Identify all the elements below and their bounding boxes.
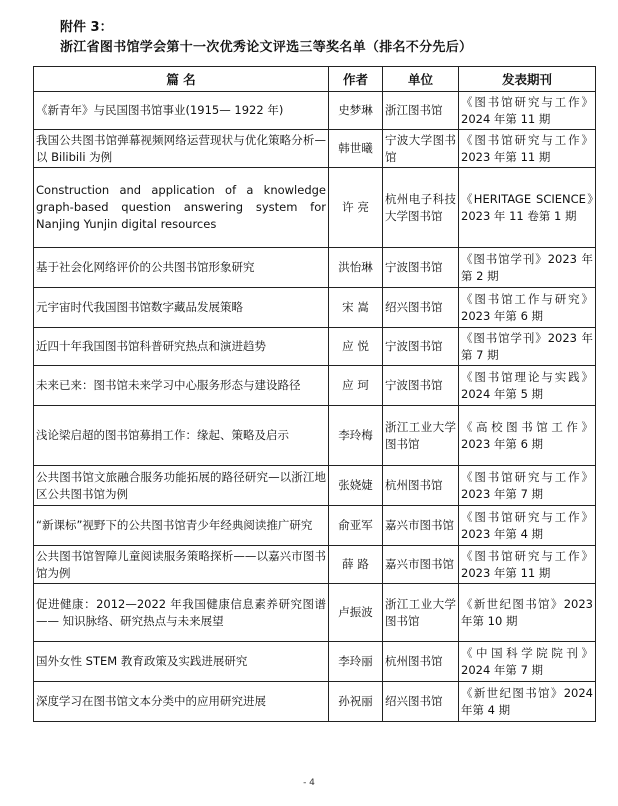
author-unit: 浙江工业大学图书馆 xyxy=(383,406,459,466)
table-row xyxy=(34,506,596,546)
paper-author: 许 亮 xyxy=(329,168,383,248)
journal: 《新世纪图书馆》2023 年第 10 期 xyxy=(459,584,596,642)
table-row xyxy=(34,406,596,466)
journal: 《中国科学院院刊》2024 年第 7 期 xyxy=(459,642,596,682)
author-unit: 绍兴图书馆 xyxy=(383,682,459,722)
paper-author: 俞亚军 xyxy=(329,506,383,546)
paper-author: 李玲丽 xyxy=(329,642,383,682)
paper-title: 《新青年》与民国图书馆事业(1915— 1922 年) xyxy=(34,92,329,130)
table-row xyxy=(34,92,596,130)
paper-title: 促进健康：2012—2022 年我国健康信息素养研究图谱—— 知识脉络、研究热点与未来展望 xyxy=(34,584,329,642)
paper-title: 我国公共图书馆弹幕视频网络运营现状与优化策略分析—以 Bilibili 为例 xyxy=(34,130,329,168)
journal: 《HERITAGE SCIENCE》2023 年 11 卷第 1 期 xyxy=(459,168,596,248)
author-unit: 宁波图书馆 xyxy=(383,248,459,288)
table-row xyxy=(34,642,596,682)
paper-title: Construction and application of a knowledge graph-based question answering system for Nanjing Yunjin digital resources xyxy=(34,168,329,248)
journal: 《图书馆学刊》2023 年第 2 期 xyxy=(459,248,596,288)
paper-title: 基于社会化网络评价的公共图书馆形象研究 xyxy=(34,248,329,288)
paper-author: 宋 嵩 xyxy=(329,288,383,328)
document-title: 浙江省图书馆学会第十一次优秀论文评选三等奖名单（排名不分先后） xyxy=(60,40,473,55)
journal: 《图书馆理论与实践》2024 年第 5 期 xyxy=(459,366,596,406)
award-list-table xyxy=(33,66,596,722)
author-unit: 嘉兴市图书馆 xyxy=(383,546,459,584)
table-row xyxy=(34,168,596,248)
author-unit: 宁波图书馆 xyxy=(383,328,459,366)
author-unit: 宁波图书馆 xyxy=(383,366,459,406)
author-unit: 绍兴图书馆 xyxy=(383,288,459,328)
paper-author: 洪怡琳 xyxy=(329,248,383,288)
paper-author: 卢振波 xyxy=(329,584,383,642)
attachment-label: 附件 3： xyxy=(60,20,113,35)
paper-title: “新课标”视野下的公共图书馆青少年经典阅读推广研究 xyxy=(34,506,329,546)
table-row xyxy=(34,130,596,168)
table-row xyxy=(34,366,596,406)
paper-title: 深度学习在图书馆文本分类中的应用研究进展 xyxy=(34,682,329,722)
journal: 《图书馆研究与工作》2023 年第 11 期 xyxy=(459,130,596,168)
author-unit: 浙江工业大学图书馆 xyxy=(383,584,459,642)
table-row xyxy=(34,682,596,722)
header-author: 作者 xyxy=(329,67,383,92)
page-number: - 4 xyxy=(303,778,315,788)
header-journal: 发表期刊 xyxy=(459,67,596,92)
paper-author: 孙祝丽 xyxy=(329,682,383,722)
author-unit: 浙江图书馆 xyxy=(383,92,459,130)
table-row xyxy=(34,546,596,584)
paper-author: 薛 路 xyxy=(329,546,383,584)
paper-author: 史梦琳 xyxy=(329,92,383,130)
journal: 《图书馆研究与工作》2023 年第 11 期 xyxy=(459,546,596,584)
paper-title: 浅论梁启超的图书馆募捐工作：缘起、策略及启示 xyxy=(34,406,329,466)
paper-title: 元宇宙时代我国图书馆数字藏品发展策略 xyxy=(34,288,329,328)
paper-title: 未来已来：图书馆未来学习中心服务形态与建设路径 xyxy=(34,366,329,406)
header-unit: 单位 xyxy=(383,67,459,92)
author-unit: 嘉兴市图书馆 xyxy=(383,506,459,546)
author-unit: 杭州图书馆 xyxy=(383,642,459,682)
paper-title: 公共图书馆智障儿童阅读服务策略探析——以嘉兴市图书馆为例 xyxy=(34,546,329,584)
table-row xyxy=(34,288,596,328)
author-unit: 杭州图书馆 xyxy=(383,466,459,506)
journal: 《图书馆研究与工作》2023 年第 7 期 xyxy=(459,466,596,506)
paper-author: 应 珂 xyxy=(329,366,383,406)
header-title: 篇 名 xyxy=(34,67,329,92)
table-header-row xyxy=(34,67,596,92)
author-unit: 宁波大学图书馆 xyxy=(383,130,459,168)
paper-title: 国外女性 STEM 教育政策及实践进展研究 xyxy=(34,642,329,682)
author-unit: 杭州电子科技大学图书馆 xyxy=(383,168,459,248)
table-row xyxy=(34,328,596,366)
table-row xyxy=(34,584,596,642)
journal: 《图书馆研究与工作》2024 年第 11 期 xyxy=(459,92,596,130)
table-row xyxy=(34,248,596,288)
paper-title: 公共图书馆文旅融合服务功能拓展的路径研究—以浙江地区公共图书馆为例 xyxy=(34,466,329,506)
journal: 《图书馆工作与研究》2023 年第 6 期 xyxy=(459,288,596,328)
paper-author: 李玲梅 xyxy=(329,406,383,466)
paper-author: 韩世曦 xyxy=(329,130,383,168)
paper-author: 张娆婕 xyxy=(329,466,383,506)
paper-author: 应 悦 xyxy=(329,328,383,366)
journal: 《新世纪图书馆》2024 年第 4 期 xyxy=(459,682,596,722)
table-row xyxy=(34,466,596,506)
journal: 《图书馆研究与工作》2023 年第 4 期 xyxy=(459,506,596,546)
journal: 《图书馆学刊》2023 年第 7 期 xyxy=(459,328,596,366)
paper-title: 近四十年我国图书馆科普研究热点和演进趋势 xyxy=(34,328,329,366)
journal: 《高校图书馆工作》2023 年第 6 期 xyxy=(459,406,596,466)
